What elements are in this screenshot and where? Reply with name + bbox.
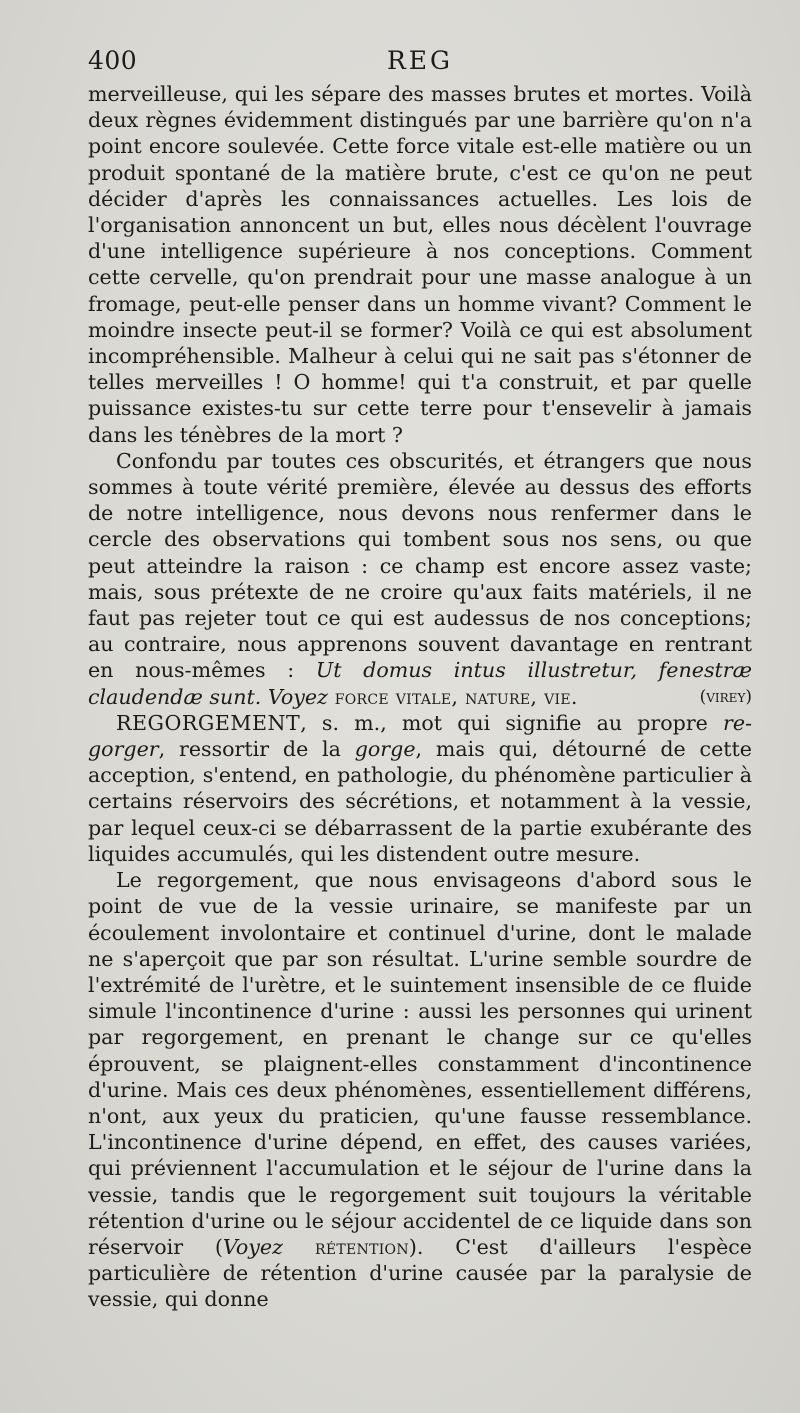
page-number: 400 — [88, 46, 138, 75]
running-head: REG — [386, 46, 454, 75]
entry-term-regorger: regorger — [88, 710, 752, 762]
latin-quote: Ut domus intus illustretur, fenestræ claudendæ sunt. Voyez — [88, 658, 752, 709]
paragraph-continuation: merveilleuse, qui les sépare des masses brutes et mortes. Voilà deux règnes évidemment distingués par une barrière qu'on n'a point encore soulevée. Cette force vitale est-elle matière ou un produit spontané de la matière brute, c'est ce qu'on ne peut décider d'après les connaissances actuelles. Les lois de l'organisation annoncent un but, elles nous décèlent l'ouvrage d'une intelligence supérieure à nos conceptions. Comment cette cervelle, qu'on prendrait pour une masse analogue à un fromage, peut-elle penser dans un homme vivant? Comment le moindre insecte peut-il se former? Voilà ce qui est absolument incompréhensible. Malheur à celui qui ne sait pas s'étonner de telles merveilles ! O homme! qui t'a construit, et par quelle puissance existes-tu sur cette terre pour t'ensevelir à jamais dans les ténèbres de la mort ? — [88, 82, 752, 447]
paragraph-text: Le regorgement, que nous envisageons d'abord sous le point de vue de la vessie urinaire, se manifeste par un écoulement involontaire et continuel d'urine, dont le malade ne s'aperçoit que par son résultat. L'urine semble sourdre de l'extrémité de l'urètre, et le suintement insensible de ce fluide simule l'incontinence d'urine : aussi les personnes qui urinent par regorgement, en prenant le change sur ce qu'elles éprouvent, se plaignent-elles constamment d'incontinence d'urine. Mais ces deux phénomènes, essentiellement différens, n'ont, aux yeux du praticien, qu'une fausse ressemblance. L'incontinence d'urine dépend, en effet, des causes variées, qui préviennent l'accumulation et le séjour de l'urine dans la vessie, tandis que le regorgement suit toujours la véritable rétention d'urine ou le séjour accidentel de ce liquide dans son réservoir ( — [88, 868, 752, 1259]
entry-regorgement — [88, 710, 752, 867]
paragraph-text: Confondu par toutes ces obscurités, et étrangers que nous sommes à toute vérité première, élevée au dessus des efforts de notre intelligence, nous devons nous renfermer dans le cercle des observations qui tombent sous nos sens, ou que peut atteindre la raison : ce champ est encore assez vaste; mais, sous prétexte de ne croire qu'aux faits matériels, il ne faut pas rejeter tout ce qui est audessus de nos conceptions; au contraire, nous apprenons souvent davantage en rentrant en nous-mêmes : — [88, 448, 752, 683]
paragraph-regorgement-vessie — [88, 867, 752, 1312]
cross-reference-retention: rétention — [282, 1234, 409, 1259]
page-header — [88, 46, 752, 86]
author-signature: (virey) — [699, 686, 752, 707]
entry-term-gorge: gorge — [354, 737, 416, 762]
entry-text: , ressortir de la — [158, 737, 355, 762]
entry-text-rest: , mais qui, détourné de cette acception, s'entend, en pathologie, du phénomène particulier à certains réservoirs des sécrétions, et notamment à la vessie, par lequel ceux-ci se débarrassent de la partie exubérante des liquides accumulés, qui les distendent outre mesure. — [88, 737, 752, 866]
voyez-label: Voyez — [222, 1234, 283, 1259]
entry-headword: REGORGEMENT — [116, 710, 301, 735]
paragraph-confondu — [88, 448, 752, 710]
entry-grammar: , s. m., mot qui signifie au propre — [300, 710, 723, 735]
paragraph-end: ). C'est d'ailleurs l'espèce particulière de rétention d'urine causée par la paralysie de vessie, qui donne — [88, 1234, 752, 1312]
cross-references: force vitale, nature, vie. — [327, 684, 578, 709]
body-text — [88, 81, 752, 1313]
